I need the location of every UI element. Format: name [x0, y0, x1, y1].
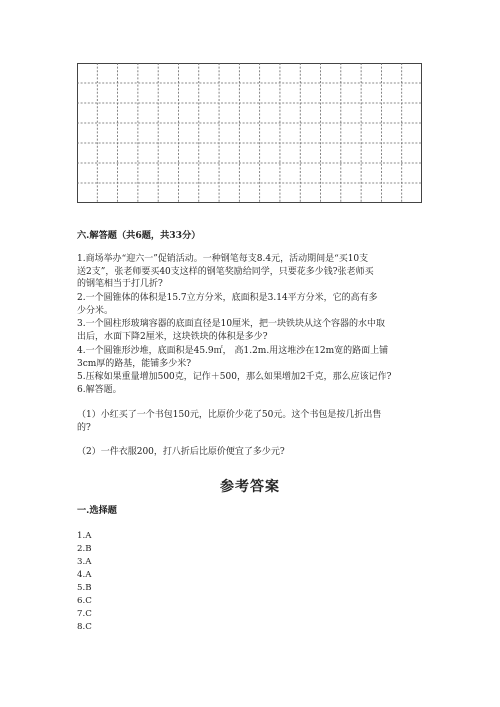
question-line: 送2支”，张老师要买40支这样的钢笔奖励给同学，只要花多少钱?张老师买 — [77, 266, 374, 277]
question-line: 6.解答题。 — [77, 385, 122, 395]
answer-item: 8.C — [77, 622, 92, 632]
answer-key-title: 参考答案 — [220, 479, 280, 495]
answer-item: 1.A — [77, 531, 92, 541]
question-line: 2.一个圆锥体的体积是15.7立方分米，底面积是3.14平方分米，它的高有多 — [77, 293, 378, 303]
question-line: 的钢笔相当于打几折? — [77, 279, 163, 289]
answer-item: 5.B — [77, 583, 92, 593]
question-line: 1.商场举办“迎六一”促销活动。一种钢笔每支8.4元，活动期间是“买10支 — [77, 254, 369, 264]
question-line: 4.一个圆锥形沙堆，底面积是45.9㎡， 高1.2m.用这堆沙在12m宽的路面上铺 — [77, 345, 389, 356]
question-line: 出后，水面下降2厘米，这块铁块的体积是多少? — [77, 332, 268, 342]
sub-question-2: （2）一件衣服200，打八折后比原价便宜了多少元? — [77, 447, 285, 457]
sub-question-1: （1）小红买了一个书包150元，比原价少花了50元。这个书包是按几折出售 — [77, 410, 382, 420]
answer-item: 3.A — [77, 557, 92, 567]
sub-question-1-cont: 的? — [77, 422, 91, 433]
question-line: 少分米。 — [77, 305, 114, 316]
section-6-title: 六.解答题（共6题，共33分） — [77, 230, 201, 241]
writing-grid-svg — [77, 63, 422, 203]
question-line: 3cm厚的路基，能铺多少米? — [77, 358, 192, 369]
writing-grid — [77, 63, 422, 203]
question-line: 5.压稼如果重量增加500克，记作＋500，那么如果增加2千克，那么应该记作? — [77, 372, 392, 382]
answer-item: 7.C — [77, 609, 92, 619]
question-line: 3.一个圆柱形玻璃容器的底面直径是10厘米，把一块铁块从这个容器的水中取 — [77, 319, 386, 329]
grid-border — [78, 64, 422, 203]
answer-item: 6.C — [77, 596, 92, 606]
answer-section-1-title: 一.选择题 — [77, 505, 117, 516]
answer-item: 2.B — [77, 544, 92, 554]
answer-item: 4.A — [77, 570, 92, 580]
